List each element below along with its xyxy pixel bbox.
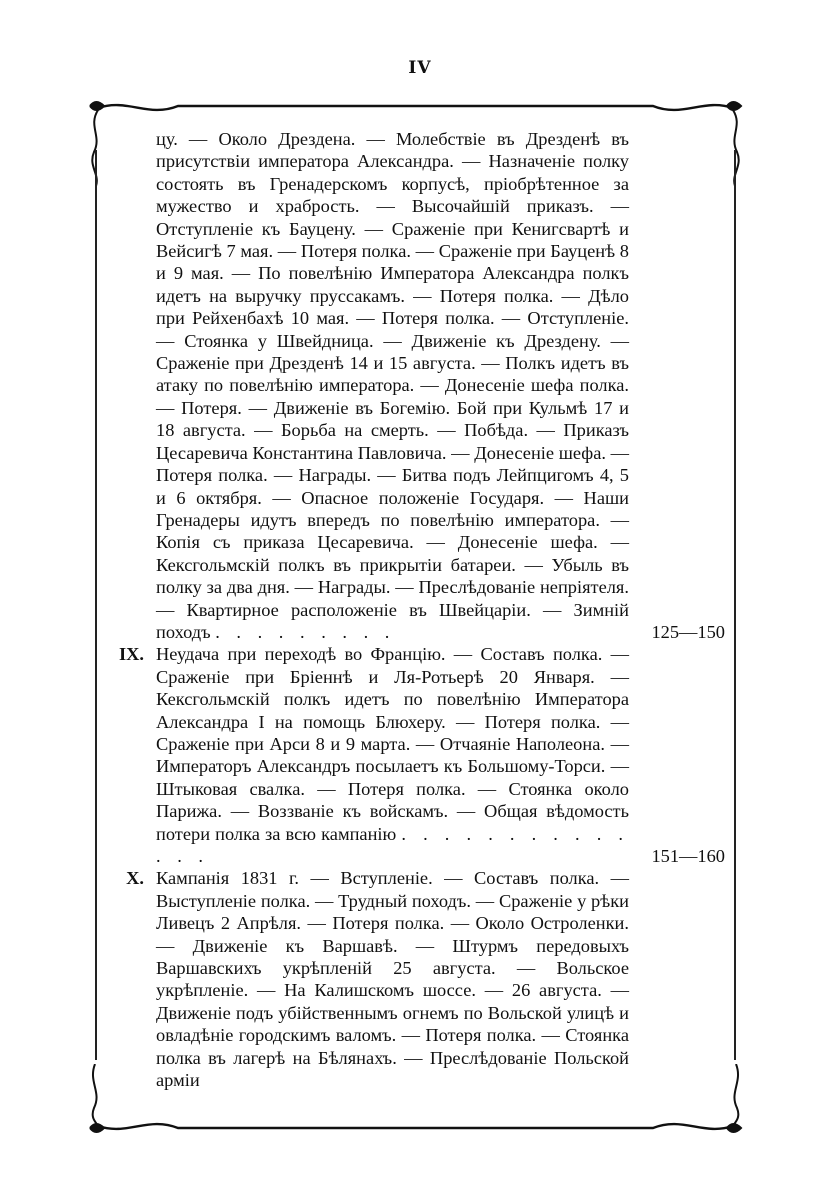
- section-summary: [156, 643, 629, 867]
- toc-section-x: [100, 867, 725, 1091]
- frame-left-border: [95, 150, 97, 1060]
- toc-section-ix: [100, 643, 725, 867]
- section-summary: [156, 867, 629, 1091]
- section-text: Кампанія 1831 г. — Вступленіе. — Составъ полка. — Выступленіе полка. — Трудный походъ. — Сраженіе у рѣки Ливецъ 2 Апрѣля. — Потеря полка. — Около Остроленки. — Движеніе къ Варшавѣ. — Штурмъ передовыхъ Варшавскихъ укрѣпленій 25 августа. — Вольское укрѣпленіе. — На Калишскомъ шоссе. — 26 августа. — Движеніе подъ убійственнымъ огнемъ по Вольской улицѣ и овладѣніе городскимъ валомъ. — Потеря полка. — Стоянка полка въ лагерѣ на Бѣлянахъ. — Преслѣдованіе Польской арміи: [156, 868, 629, 1091]
- section-summary: [156, 128, 629, 643]
- dot-leader: . . . . . . . . .: [215, 621, 396, 642]
- section-text: Неудача при переходѣ во Францію. — Составъ полка. — Сраженіе при Бріеннѣ и Ля-Ротьерѣ 20 Января. — Кексгольмскій полкъ идетъ по повелѣнію Императора Александра I на помощь Блюхеру. — Потеря полка. — Сраженіе при Арси 8 и 9 марта. — Отчаяніе Наполеона. — Императоръ Александръ посылаетъ къ Большому-Торси. — Штыковая свалка. — Потеря полка. — Стоянка около Парижа. — Воззваніе къ войскамъ. — Общая вѣдомость потери полка за всю кампанію: [156, 644, 629, 844]
- page-number: IV: [408, 58, 432, 78]
- page-range: 125—150: [651, 621, 725, 642]
- frame-right-border: [734, 150, 736, 1060]
- table-of-contents: [100, 128, 725, 1091]
- section-number: IX.: [118, 644, 144, 665]
- section-number: X.: [126, 868, 144, 889]
- section-number: [100, 128, 152, 643]
- section-text: цу. — Около Дрездена. — Молебствіе въ Дрезденѣ въ присутствіи императора Александра. — Назначеніе полку состоять въ Гренадерскомъ корпусѣ, пріобрѣтенное за мужество и храбрость. — Высочайшій приказъ. — Отступленіе къ Бауцену. — Сраженіе при Кенигсвартѣ и Вейсигѣ 7 мая. — Потеря полка. — Сраженіе при Бауценѣ 8 и 9 мая. — По повелѣнію Императора Александра полкъ идетъ на выручку пруссакамъ. — Потеря полка. — Дѣло при Рейхенбахѣ 10 мая. — Потеря полка. — Отступленіе. — Стоянка у Швейдница. — Движеніе къ Дрездену. — Сраженіе при Дрезденѣ 14 и 15 августа. — Полкъ идетъ въ атаку по повелѣнію императора. — Донесеніе шефа полка. — Потеря. — Движеніе въ Богемію. Бой при Кульмѣ 17 и 18 августа. — Борьба на смерть. — Побѣда. — Приказъ Цесаревича Константина Павловича. — Донесеніе шефа. — Потеря полка. — Награды. — Битва подъ Лейпцигомъ 4, 5 и 6 октября. — Опасное положеніе Государя. — Наши Гренадеры идутъ впередъ по повелѣнію императора. — Копія съ приказа Цесаревича. — Донесеніе шефа. — Кексгольмскій полкъ въ прикрытіи батареи. — Убыль въ полку за два дня. — Награды. — Преслѣдованіе непріятеля. — Квартирное расположеніе въ Швейцаріи. — Зимній походъ: [156, 129, 629, 642]
- page-range: 151—160: [651, 846, 725, 866]
- toc-section-continued: [100, 128, 725, 643]
- dot-leader: . . . . . . . . . . . . . .: [156, 823, 629, 866]
